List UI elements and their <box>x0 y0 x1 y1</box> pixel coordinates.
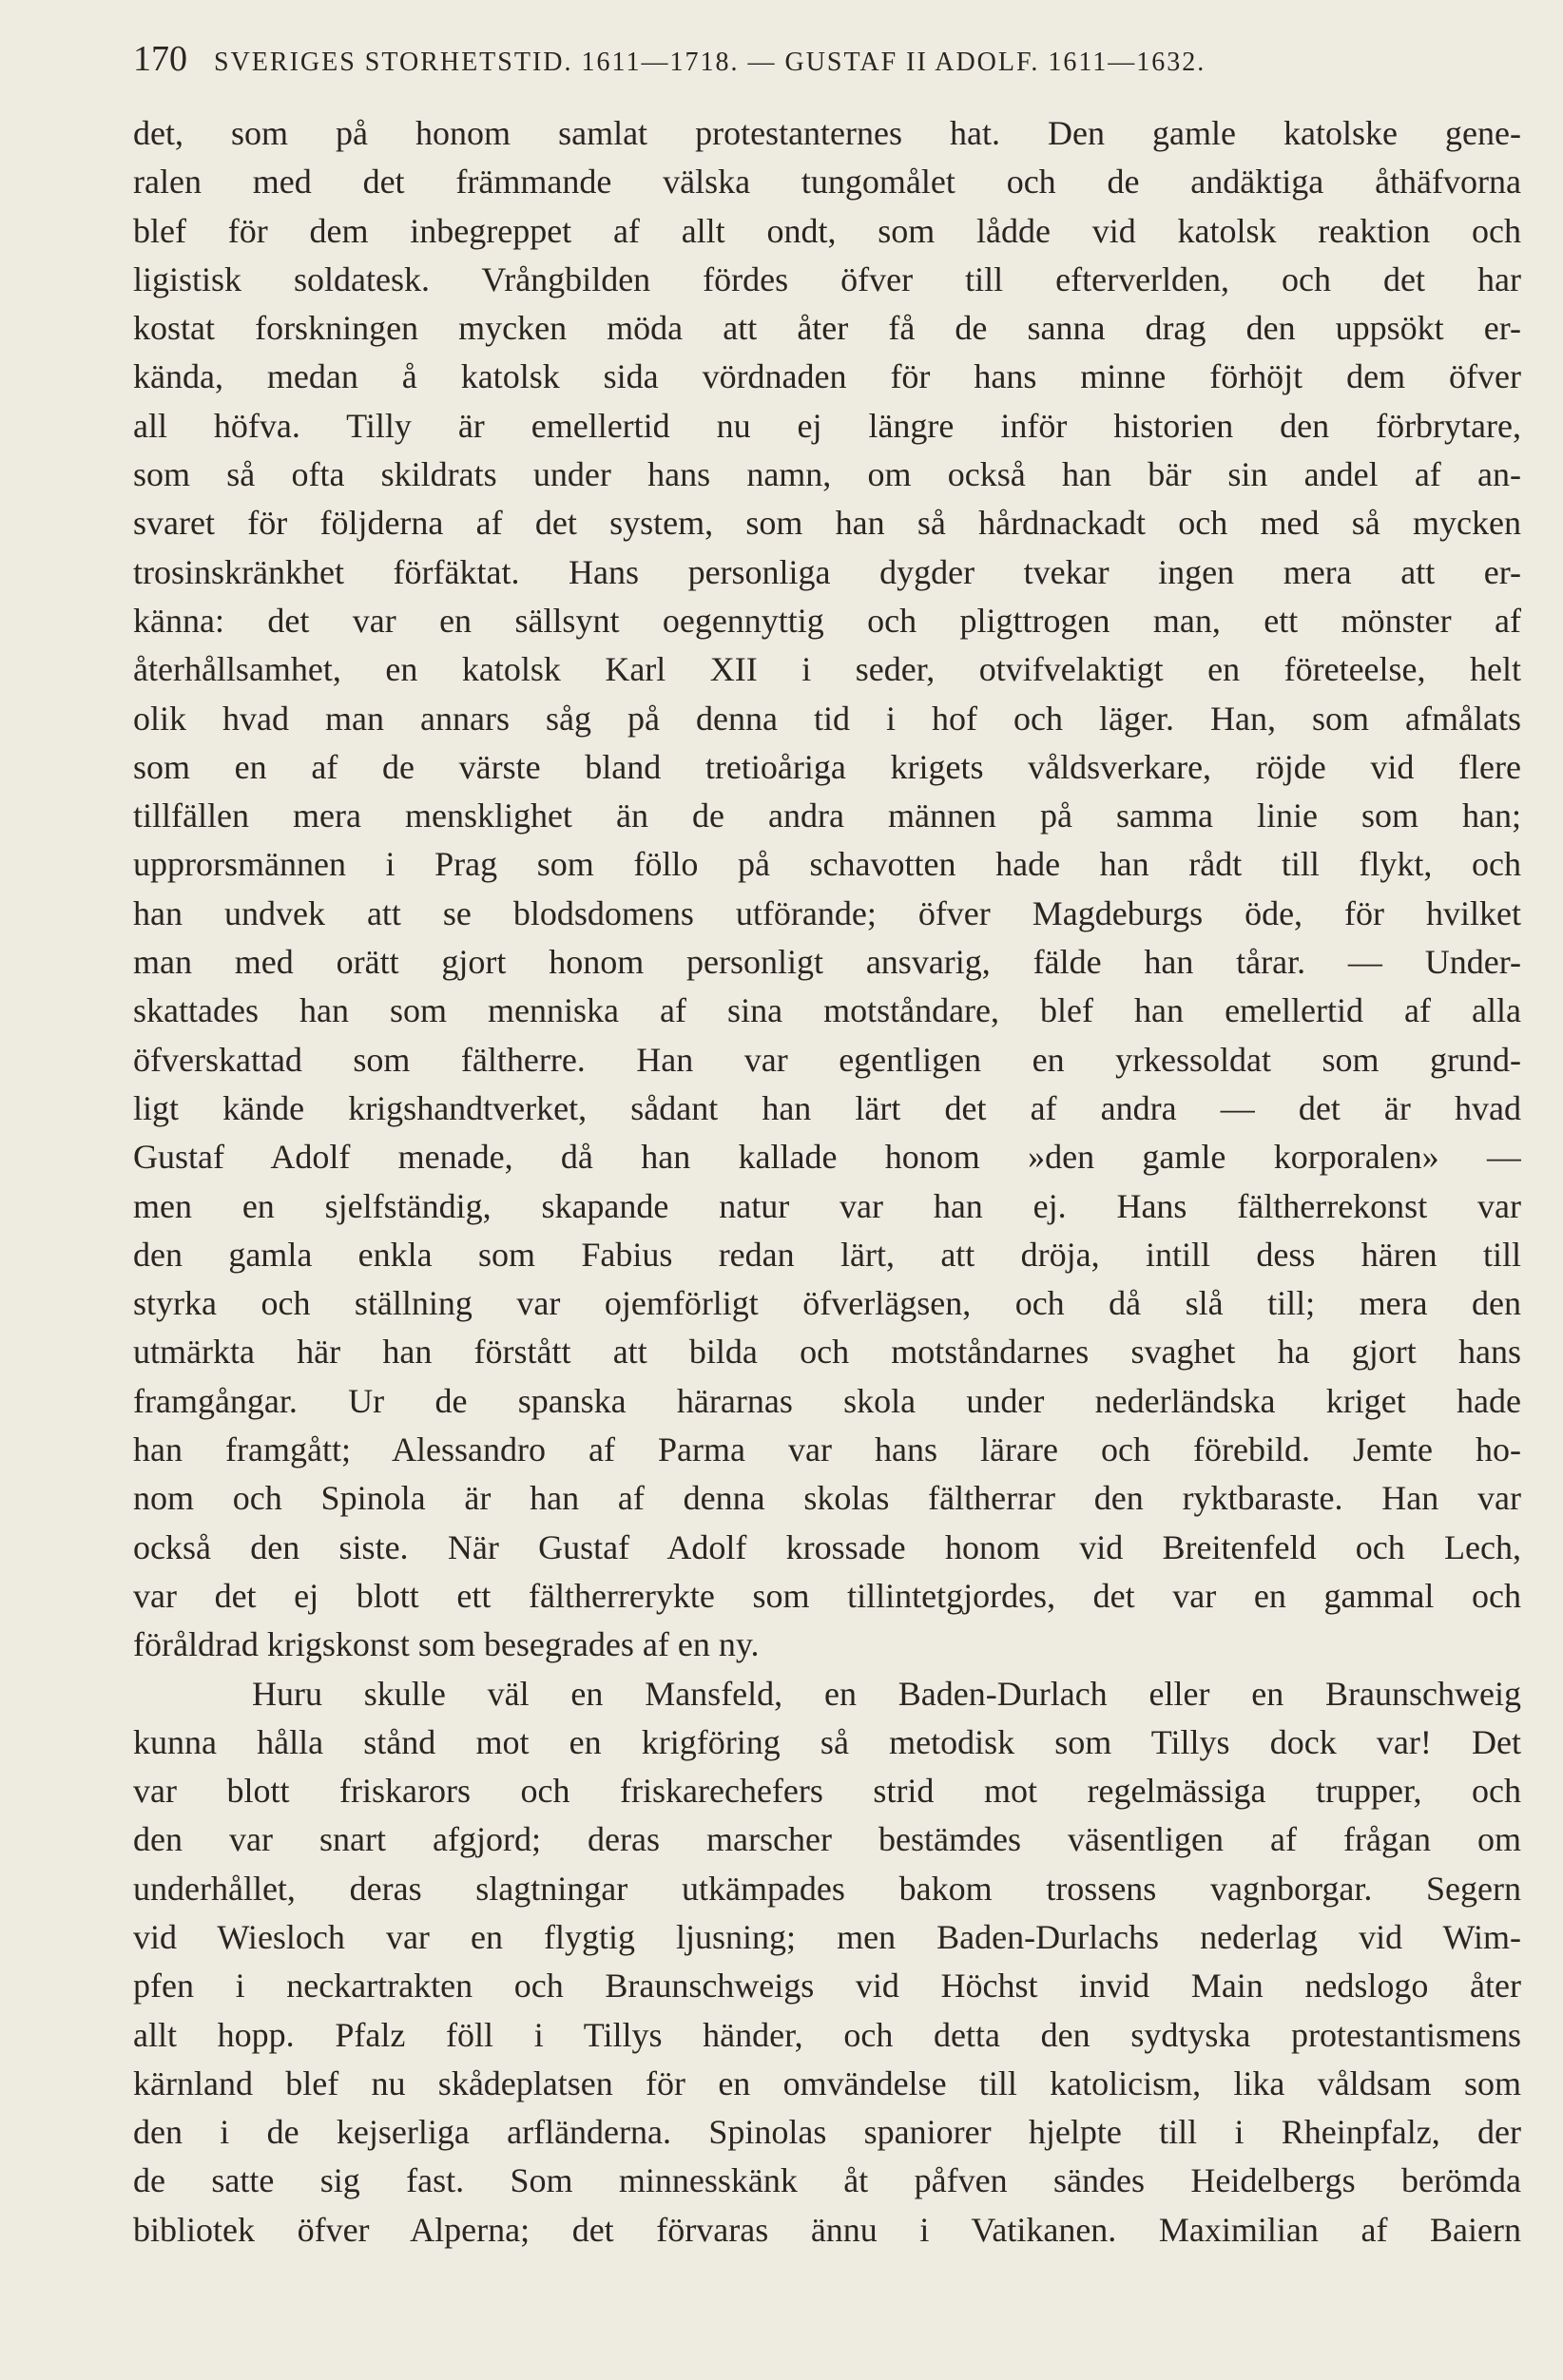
text-line: man med orätt gjort honom personligt ansvarig, fälde han tårar. — Under- <box>133 943 1521 982</box>
text-line: tillfällen mera mensklighet än de andra männen på samma linie som han; <box>133 797 1521 835</box>
text-line: ligistisk soldatesk. Vrångbilden fördes öfver till efterverlden, och det har <box>133 259 1521 298</box>
text-line: allt hopp. Pfalz föll i Tillys händer, och detta den sydtyska protestantismens <box>133 2015 1521 2054</box>
text-line: var blott friskarors och friskarechefers strid mot regelmässiga trupper, och <box>133 1772 1521 1811</box>
text-line: svaret för följderna af det system, som han så hårdnackadt och med så mycken <box>133 504 1521 543</box>
text-line: ligt kände krigshandtverket, sådant han lärt det af andra — det är hvad <box>133 1088 1521 1127</box>
text-line: pfen i neckartrakten och Braunschweigs vid Höchst invid Main nedslogo åter <box>133 1967 1521 2006</box>
text-line: han framgått; Alessandro af Parma var hans lärare och förebild. Jemte ho- <box>133 1430 1521 1469</box>
text-line: öfverskattad som fältherre. Han var egentligen en yrkessoldat som grund- <box>133 1040 1521 1079</box>
text-line: kunna hålla stånd mot en krigföring så metodisk som Tillys dock var! Det <box>133 1722 1521 1761</box>
text-line: Gustaf Adolf menade, då han kallade honom »den gamle korporalen» — <box>133 1138 1521 1177</box>
text-line: all höfva. Tilly är emellertid nu ej längre inför historien den förbrytare, <box>133 406 1521 445</box>
paragraph-end-line: föråldrad krigskonst som besegrades af en ny. <box>133 1625 760 1664</box>
text-line: var det ej blott ett fältherrerykte som tillintetgjordes, det var en gammal och <box>133 1576 1521 1615</box>
text-line: känna: det var en sällsynt oegennyttig och pligttrogen man, ett mönster af <box>133 601 1521 640</box>
text-line: den gamla enkla som Fabius redan lärt, att dröja, intill dess hären till <box>133 1235 1521 1274</box>
paragraph-start-line: Huru skulle väl en Mansfeld, en Baden-Durlach eller en Braunschweig <box>252 1674 1521 1713</box>
text-line: vid Wiesloch var en flygtig ljusning; men Baden-Durlachs nederlag vid Wim- <box>133 1917 1521 1956</box>
text-line: nom och Spinola är han af denna skolas fältherrar den ryktbaraste. Han var <box>133 1479 1521 1518</box>
text-line: ralen med det främmande välska tungomålet och de andäktiga åthäfvorna <box>133 163 1521 202</box>
body-text <box>133 109 1521 2255</box>
text-line: återhållsamhet, en katolsk Karl XII i seder, otvifvelaktigt en företeelse, helt <box>133 650 1521 689</box>
text-line: styrka och ställning var ojemförligt öfverlägsen, och då slå till; mera den <box>133 1284 1521 1323</box>
text-line: blef för dem inbegreppet af allt ondt, som lådde vid katolsk reaktion och <box>133 211 1521 250</box>
text-line: kärnland blef nu skådeplatsen för en omvändelse till katolicism, lika våldsam som <box>133 2063 1521 2102</box>
text-line: den i de kejserliga arfländerna. Spinolas spaniorer hjelpte till i Rheinpfalz, der <box>133 2113 1521 2152</box>
text-line: olik hvad man annars såg på denna tid i hof och läger. Han, som afmålats <box>133 699 1521 738</box>
text-line: trosinskränkhet förfäktat. Hans personliga dygder tvekar ingen mera att er- <box>133 552 1521 591</box>
text-line: bibliotek öfver Alperna; det förvaras ännu i Vatikanen. Maximilian af Baiern <box>133 2210 1521 2249</box>
text-line: upprorsmännen i Prag som föllo på schavotten hade han rådt till flykt, och <box>133 845 1521 884</box>
text-line: som så ofta skildrats under hans namn, om också han bär sin andel af an- <box>133 455 1521 494</box>
text-line: skattades han som menniska af sina motståndare, blef han emellertid af alla <box>133 991 1521 1030</box>
page-number: 170 <box>133 39 187 79</box>
page-header <box>133 38 1445 86</box>
text-line: framgångar. Ur de spanska härarnas skola under nederländska kriget hade <box>133 1381 1521 1420</box>
text-line: kostat forskningen mycken möda att åter få de sanna drag den uppsökt er- <box>133 309 1521 348</box>
text-line: den var snart afgjord; deras marscher bestämdes väsentligen af frågan om <box>133 1820 1521 1859</box>
running-title: SVERIGES STORHETSTID. 1611—1718. — GUSTAF II ADOLF. 1611—1632. <box>214 48 1206 77</box>
text-line: också den siste. När Gustaf Adolf krossade honom vid Breitenfeld och Lech, <box>133 1527 1521 1566</box>
text-line: som en af de värste bland tretioåriga krigets våldsverkare, röjde vid flere <box>133 747 1521 786</box>
text-line: de satte sig fast. Som minnesskänk åt påfven sändes Heidelbergs berömda <box>133 2161 1521 2200</box>
text-line: utmärkta här han förstått att bilda och motståndarnes svaghet ha gjort hans <box>133 1333 1521 1372</box>
text-line: men en sjelfständig, skapande natur var han ej. Hans fältherrekonst var <box>133 1186 1521 1225</box>
text-line: underhållet, deras slagtningar utkämpades bakom trossens vagnborgar. Segern <box>133 1869 1521 1908</box>
text-line: det, som på honom samlat protestanternes hat. Den gamle katolske gene- <box>133 114 1521 152</box>
text-line: kända, medan å katolsk sida vördnaden för hans minne förhöjt dem öfver <box>133 357 1521 396</box>
text-line: han undvek att se blodsdomens utförande; öfver Magdeburgs öde, för hvilket <box>133 893 1521 932</box>
